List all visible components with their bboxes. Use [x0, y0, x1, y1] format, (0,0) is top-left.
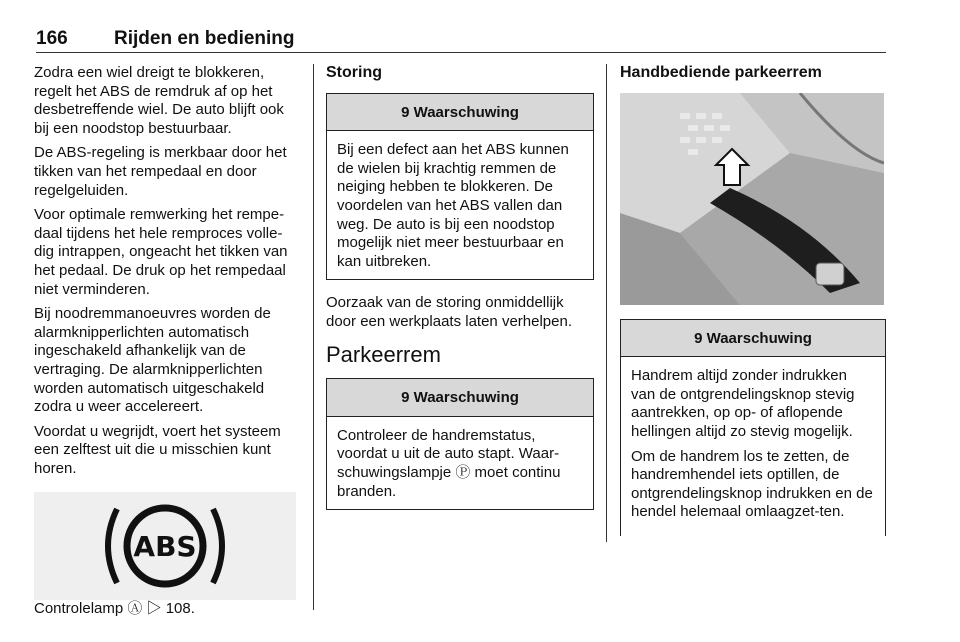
- subheading-handbrake: Handbediende parkeerrem: [620, 64, 822, 81]
- column-divider: [606, 64, 607, 542]
- icon-caption: Controlelamp Ⓐ ▷ 108.: [34, 600, 195, 618]
- warning-box: [326, 93, 594, 281]
- page-number: 166: [36, 28, 68, 49]
- page-header: [36, 26, 886, 53]
- paragraph: Bij noodremmanoeuvres worden de alarmknipperlichten automatisch ingeschakeld afhankelijk van de vertraging. De alarmknipperlichten worden automatisch uitgeschakeld zodra u weer accelereert.: [34, 305, 271, 416]
- column-1: [34, 64, 302, 625]
- column-3: [620, 64, 886, 536]
- warning-title: 9 Waarschuwing: [621, 320, 885, 358]
- warning-title: 9 Waarschuwing: [327, 379, 593, 417]
- warning-text: Controleer de handremstatus, voordat u uit de auto stapt. Waar-schuwingslampje Ⓟ moet continu branden.: [337, 426, 561, 500]
- paragraph: Oorzaak van de storing onmiddellijk door een werkplaats laten verhelpen.: [326, 294, 572, 330]
- warning-text: [621, 357, 885, 536]
- abs-warning-icon-illustration: [34, 492, 296, 600]
- handbrake-photo: [620, 93, 884, 305]
- abs-icon-label: ABS: [133, 530, 197, 564]
- column-divider: [313, 64, 314, 610]
- warning-text: Bij een defect aan het ABS kunnen de wielen bij krachtig remmen de neiging hebben te blokkeren. De voordelen van het ABS vallen dan weg. De auto is bij een noodstop mogelijk niet meer bestuurbaar en kan uitbreken.: [337, 141, 569, 270]
- column-2: [326, 64, 594, 510]
- warning-title: 9 Waarschuwing: [327, 94, 593, 132]
- chapter-title: Rijden en bediening: [114, 28, 295, 49]
- subheading-storing: Storing: [326, 64, 382, 81]
- paragraph: Voordat u wegrijdt, voert het systeem een zelftest uit die u misschien kunt horen.: [34, 422, 281, 477]
- paragraph: Handrem altijd zonder indrukken van de ontgrendelingsknop stevig aantrekken, op op- of aflopende hellingen altijd zo stevig mogelijk.: [631, 367, 855, 440]
- handbrake-photo-image: [620, 93, 884, 305]
- warning-box: [620, 319, 886, 536]
- paragraph: De ABS-regeling is merkbaar door het tikken van het rempedaal en door regelgeluiden.: [34, 144, 287, 199]
- section-heading: Parkeerrem: [326, 341, 441, 367]
- paragraph: Om de handrem los te zetten, de handremhendel iets optillen, de ontgrendelingsknop indrukken en de hendel helemaal omlaagzet-ten.: [631, 447, 873, 521]
- abs-warning-icon: [95, 501, 235, 591]
- paragraph: Voor optimale remwerking het rempe-daal tijdens het hele remproces volle-dig intrappen, ongeacht het tikken van het pedaal. De druk op het rempedaal niet verminderen.: [34, 206, 288, 298]
- paragraph: Zodra een wiel dreigt te blokkeren, regelt het ABS de remdruk af op het desbetreffende wiel. De auto blijft ook bij een noodstop bestuurbaar.: [34, 64, 284, 137]
- warning-box: [326, 378, 594, 510]
